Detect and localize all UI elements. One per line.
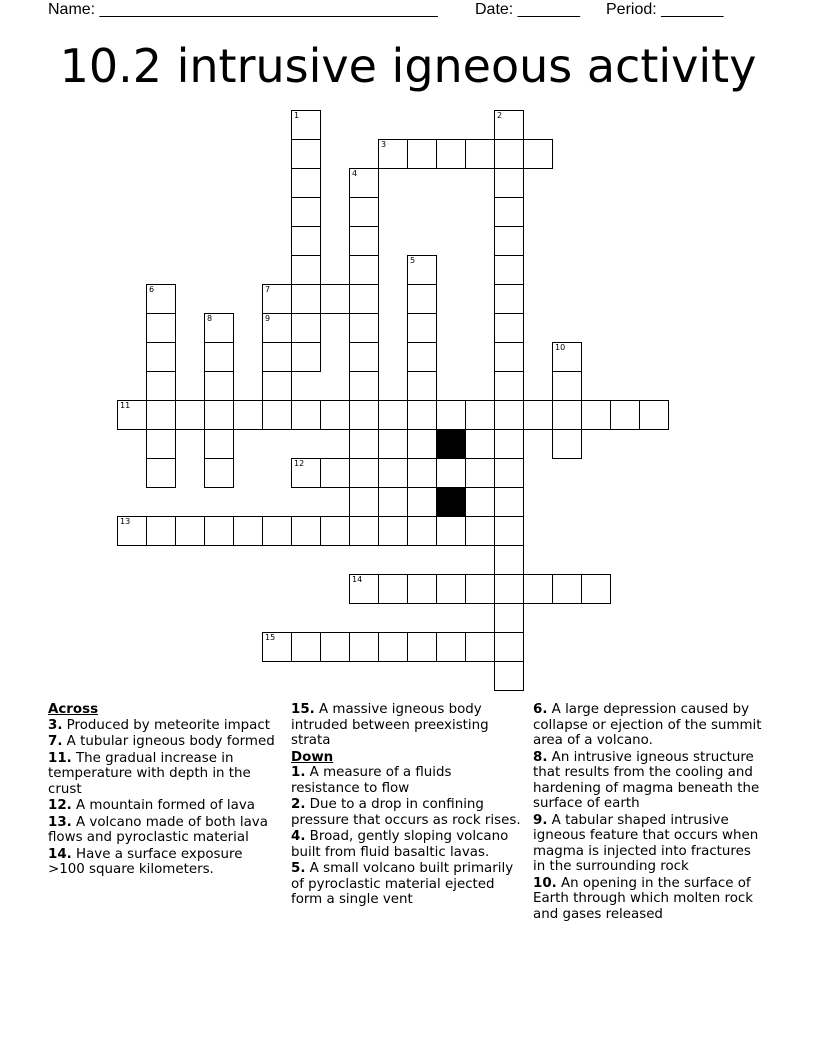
answer-cell[interactable] <box>494 516 524 546</box>
answer-cell[interactable] <box>436 516 466 546</box>
black-square <box>436 429 466 459</box>
answer-cell[interactable] <box>204 458 234 488</box>
answer-cell[interactable] <box>378 139 408 169</box>
cell-number: 1 <box>294 111 300 120</box>
answer-cell[interactable] <box>407 342 437 372</box>
answer-cell[interactable] <box>552 342 582 372</box>
answer-cell[interactable] <box>407 313 437 343</box>
cell-number: 2 <box>497 111 503 120</box>
answer-cell[interactable] <box>378 458 408 488</box>
answer-cell[interactable] <box>291 313 321 343</box>
answer-cell[interactable] <box>349 429 379 459</box>
answer-cell[interactable] <box>262 400 292 430</box>
answer-cell[interactable] <box>378 516 408 546</box>
answer-cell[interactable] <box>146 371 176 401</box>
clue-column-2 <box>291 702 523 909</box>
answer-cell[interactable] <box>349 255 379 285</box>
answer-cell[interactable] <box>320 400 350 430</box>
cell-number: 6 <box>149 285 155 294</box>
answer-cell[interactable] <box>494 545 524 575</box>
answer-cell[interactable] <box>291 197 321 227</box>
page-title: 10.2 intrusive igneous activity <box>59 39 757 93</box>
answer-cell[interactable] <box>204 400 234 430</box>
answer-cell[interactable] <box>494 458 524 488</box>
cell-number: 8 <box>207 314 213 323</box>
answer-cell[interactable] <box>262 313 292 343</box>
answer-cell[interactable] <box>407 574 437 604</box>
answer-cell[interactable] <box>262 284 292 314</box>
answer-cell[interactable] <box>320 632 350 662</box>
answer-cell[interactable] <box>291 632 321 662</box>
cell-number: 13 <box>120 517 131 526</box>
answer-cell[interactable] <box>117 516 147 546</box>
answer-cell[interactable] <box>494 313 524 343</box>
answer-cell[interactable] <box>378 632 408 662</box>
answer-cell[interactable] <box>291 342 321 372</box>
answer-cell[interactable] <box>494 661 524 691</box>
answer-cell[interactable] <box>117 400 147 430</box>
answer-cell[interactable] <box>494 139 524 169</box>
clue-down-1: 1. A measure of a fluids resistance to flow <box>291 765 452 796</box>
answer-cell[interactable] <box>204 516 234 546</box>
across-heading: Across <box>48 702 99 717</box>
answer-cell[interactable] <box>320 516 350 546</box>
clue-column-3 <box>533 702 765 923</box>
answer-cell[interactable] <box>581 574 611 604</box>
clue-down-4: 4. Broad, gently sloping volcano built from fluid basaltic lavas. <box>291 829 509 860</box>
answer-cell[interactable] <box>494 574 524 604</box>
cell-number: 9 <box>265 314 271 323</box>
answer-cell[interactable] <box>407 284 437 314</box>
answer-cell[interactable] <box>407 429 437 459</box>
answer-cell[interactable] <box>262 371 292 401</box>
answer-cell[interactable] <box>349 168 379 198</box>
answer-cell[interactable] <box>349 371 379 401</box>
answer-cell[interactable] <box>291 400 321 430</box>
answer-cell[interactable] <box>494 400 524 430</box>
cell-number: 14 <box>352 575 363 584</box>
answer-cell[interactable] <box>262 342 292 372</box>
answer-cell[interactable] <box>581 400 611 430</box>
answer-cell[interactable] <box>494 342 524 372</box>
answer-cell[interactable] <box>146 284 176 314</box>
answer-cell[interactable] <box>494 110 524 140</box>
cell-number: 4 <box>352 169 358 178</box>
answer-cell[interactable] <box>610 400 640 430</box>
cell-number: 5 <box>410 256 416 265</box>
answer-cell[interactable] <box>494 284 524 314</box>
answer-cell[interactable] <box>320 284 350 314</box>
answer-cell[interactable] <box>175 400 205 430</box>
answer-cell[interactable] <box>204 429 234 459</box>
black-square <box>436 487 466 517</box>
answer-cell[interactable] <box>349 284 379 314</box>
cell-number: 15 <box>265 633 276 642</box>
answer-cell[interactable] <box>146 516 176 546</box>
date-field-label[interactable]: Date: _______ <box>475 1 580 18</box>
answer-cell[interactable] <box>465 632 495 662</box>
answer-cell[interactable] <box>204 313 234 343</box>
cell-number: 3 <box>381 140 387 149</box>
answer-cell[interactable] <box>291 458 321 488</box>
clue-down-5: 5. A small volcano built primarily of pyroclastic material ejected form a single vent <box>291 861 514 907</box>
answer-cell[interactable] <box>639 400 669 430</box>
answer-cell[interactable] <box>291 110 321 140</box>
answer-cell[interactable] <box>349 226 379 256</box>
answer-cell[interactable] <box>291 168 321 198</box>
answer-cell[interactable] <box>523 400 553 430</box>
cell-number: 10 <box>555 343 566 352</box>
answer-cell[interactable] <box>233 516 263 546</box>
answer-cell[interactable] <box>175 516 205 546</box>
answer-cell[interactable] <box>349 342 379 372</box>
answer-cell[interactable] <box>146 400 176 430</box>
answer-cell[interactable] <box>349 313 379 343</box>
answer-cell[interactable] <box>494 197 524 227</box>
answer-cell[interactable] <box>204 371 234 401</box>
answer-cell[interactable] <box>465 139 495 169</box>
answer-cell[interactable] <box>494 255 524 285</box>
period-field-label[interactable]: Period: _______ <box>606 1 724 18</box>
answer-cell[interactable] <box>146 458 176 488</box>
answer-cell[interactable] <box>436 458 466 488</box>
clue-down-10: 10. An opening in the surface of Earth through which molten rock and gases released <box>533 875 754 922</box>
answer-cell[interactable] <box>349 458 379 488</box>
clue-column-1 <box>48 702 280 879</box>
clue-down-9: 9. A tabular shaped intrusive igneous feature that occurs when magma is injected into fractures in the surrounding rock <box>533 812 759 874</box>
clue-across-11: 11. The gradual increase in temperature with depth in the crust <box>48 750 251 797</box>
answer-cell[interactable] <box>233 400 263 430</box>
answer-cell[interactable] <box>407 255 437 285</box>
answer-cell[interactable] <box>523 139 553 169</box>
answer-cell[interactable] <box>494 226 524 256</box>
answer-cell[interactable] <box>349 400 379 430</box>
clue-across-12: 12. A mountain formed of lava <box>48 798 255 813</box>
cell-number: 11 <box>120 401 131 410</box>
answer-cell[interactable] <box>523 574 553 604</box>
answer-cell[interactable] <box>146 313 176 343</box>
name-field-label[interactable]: Name: ______________________________________ <box>48 1 438 18</box>
clue-across-15: 15. A massive igneous body intruded between preexisting strata <box>291 702 489 748</box>
answer-cell[interactable] <box>407 487 437 517</box>
answer-cell[interactable] <box>494 429 524 459</box>
clue-down-8: 8. An intrusive igneous structure that results from the cooling and hardening of magma beneath the surface of earth <box>533 749 760 811</box>
answer-cell[interactable] <box>494 487 524 517</box>
answer-cell[interactable] <box>465 400 495 430</box>
answer-cell[interactable] <box>262 632 292 662</box>
answer-cell[interactable] <box>436 400 466 430</box>
answer-cell[interactable] <box>349 516 379 546</box>
answer-cell[interactable] <box>320 458 350 488</box>
answer-cell[interactable] <box>494 603 524 633</box>
answer-cell[interactable] <box>552 429 582 459</box>
answer-cell[interactable] <box>291 284 321 314</box>
cell-number: 12 <box>294 459 305 468</box>
answer-cell[interactable] <box>349 487 379 517</box>
answer-cell[interactable] <box>465 516 495 546</box>
answer-cell[interactable] <box>291 139 321 169</box>
answer-cell[interactable] <box>436 632 466 662</box>
answer-cell[interactable] <box>349 574 379 604</box>
answer-cell[interactable] <box>407 371 437 401</box>
down-heading: Down <box>291 749 334 765</box>
answer-cell[interactable] <box>349 632 379 662</box>
answer-cell[interactable] <box>494 168 524 198</box>
clue-down-2: 2. Due to a drop in confining pressure that occurs as rock rises. <box>291 797 521 828</box>
answer-cell[interactable] <box>407 516 437 546</box>
clue-across-13: 13. A volcano made of both lava flows and pyroclastic material <box>48 814 268 845</box>
answer-cell[interactable] <box>436 574 466 604</box>
answer-cell[interactable] <box>552 400 582 430</box>
answer-cell[interactable] <box>291 226 321 256</box>
answer-cell[interactable] <box>378 400 408 430</box>
answer-cell[interactable] <box>407 139 437 169</box>
answer-cell[interactable] <box>407 632 437 662</box>
clue-down-6: 6. A large depression caused by collapse or ejection of the summit area of a volcano. <box>533 702 762 748</box>
answer-cell[interactable] <box>146 342 176 372</box>
answer-cell[interactable] <box>407 400 437 430</box>
answer-cell[interactable] <box>407 458 437 488</box>
clue-across-3: 3. Produced by meteorite impact <box>48 717 270 733</box>
answer-cell[interactable] <box>349 197 379 227</box>
clue-across-14: 14. Have a surface exposure >100 square kilometers. <box>48 846 243 877</box>
answer-cell[interactable] <box>465 574 495 604</box>
answer-cell[interactable] <box>291 255 321 285</box>
answer-cell[interactable] <box>262 516 292 546</box>
answer-cell[interactable] <box>146 429 176 459</box>
answer-cell[interactable] <box>552 574 582 604</box>
answer-cell[interactable] <box>378 574 408 604</box>
answer-cell[interactable] <box>465 458 495 488</box>
answer-cell[interactable] <box>291 516 321 546</box>
answer-cell[interactable] <box>552 371 582 401</box>
answer-cell[interactable] <box>494 632 524 662</box>
answer-cell[interactable] <box>436 139 466 169</box>
cell-number: 7 <box>265 285 271 294</box>
answer-cell[interactable] <box>204 342 234 372</box>
answer-cell[interactable] <box>494 371 524 401</box>
clue-across-7: 7. A tubular igneous body formed <box>48 734 275 749</box>
